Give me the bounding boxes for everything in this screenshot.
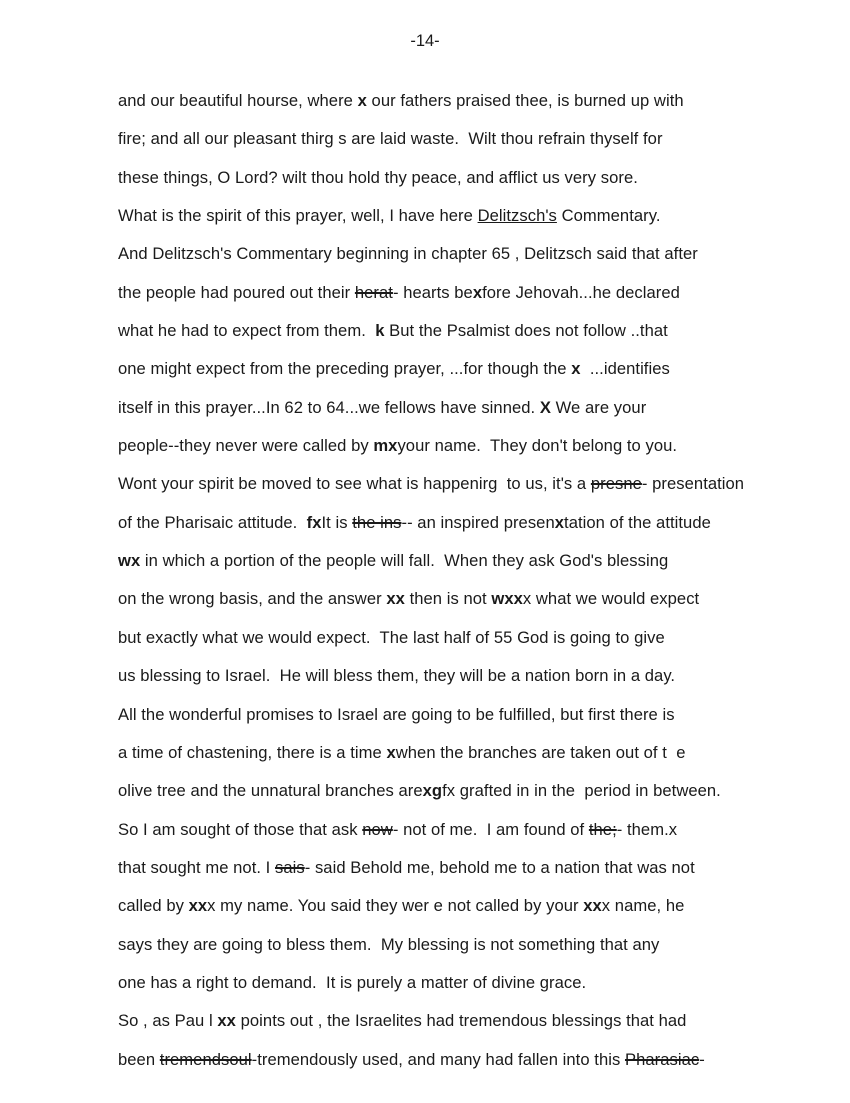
text-line: [118, 971, 838, 1009]
text-line: [118, 549, 838, 587]
text-segment: on the wrong basis, and the answer: [118, 589, 387, 609]
text-segment: x my name. You said they wer e not called by your: [207, 896, 584, 916]
text-line: [118, 281, 838, 319]
text-line: [118, 933, 838, 971]
text-line: [118, 703, 838, 741]
typed-over-text: wxx: [491, 589, 523, 609]
text-segment: x what we would expect: [522, 589, 700, 609]
text-line: [118, 89, 838, 127]
text-segment: Wont your spirit be moved to see what is happenirg to us, it's a: [118, 474, 591, 494]
text-line: [118, 1009, 838, 1047]
struck-text: herat: [354, 282, 393, 302]
text-line: [118, 1048, 838, 1086]
text-segment: - said Behold me, behold me to a nation that was not: [304, 857, 695, 877]
struck-text: the ins: [352, 512, 402, 532]
page-number: -14-: [410, 32, 440, 50]
text-segment: -tremendously used, and many had fallen into this: [251, 1049, 625, 1069]
text-segment: - not of me. I am found of: [392, 819, 589, 839]
text-segment: fire; and all our pleasant thirg s are laid waste. Wilt thou refrain thyself for: [118, 129, 663, 149]
text-segment: these things, O Lord? wilt thou hold thy peace, and afflict us very sore.: [118, 167, 638, 187]
typed-over-text: x: [472, 282, 483, 302]
struck-text: Pharasiac: [624, 1049, 700, 1069]
text-segment: but exactly what we would expect. The last half of 55 God is going to give: [118, 627, 665, 647]
text-segment: your name. They don't belong to you.: [397, 436, 678, 456]
underlined-text: Delitzsch's: [477, 206, 557, 226]
text-segment: one might expect from the preceding prayer, ...for though the: [118, 359, 572, 379]
text-line: [118, 818, 838, 856]
typed-over-text: X: [539, 397, 551, 417]
text-segment: our fathers praised thee, is burned up with: [366, 91, 684, 110]
text-line: [118, 472, 838, 510]
text-segment: called by: [118, 896, 189, 916]
text-segment: then is not: [404, 589, 492, 609]
text-segment: What is the spirit of this prayer, well, I have here: [118, 206, 478, 226]
text-segment: been: [118, 1049, 160, 1069]
text-segment: ...identifies: [580, 359, 670, 379]
struck-text: tremendsoul: [159, 1049, 252, 1069]
text-segment: when the branches are taken out of t e: [395, 742, 686, 762]
text-segment: -- an inspired presen: [401, 512, 555, 532]
text-line: [118, 894, 838, 932]
typed-over-text: xx: [188, 896, 208, 916]
text-line: [118, 204, 838, 242]
text-line: [118, 166, 838, 204]
text-segment: It is: [321, 512, 353, 532]
text-segment: and our beautiful hourse, where: [118, 91, 358, 110]
text-line: [118, 434, 838, 472]
text-segment: - presentation: [641, 474, 745, 494]
typewritten-body-text: [118, 89, 838, 1086]
text-line: [118, 127, 838, 165]
text-line: [118, 626, 838, 664]
text-segment: All the wonderful promises to Israel are going to be fulfilled, but first there is: [118, 704, 675, 724]
text-segment: us blessing to Israel. He will bless them, they will be a nation born in a day.: [118, 666, 676, 686]
text-line: [118, 779, 838, 817]
text-segment: the people had poured out their: [118, 282, 355, 302]
text-segment: that sought me not. I: [118, 857, 275, 877]
typed-over-text: xx: [386, 589, 405, 609]
text-line: [118, 741, 838, 779]
text-line: [118, 242, 838, 280]
text-segment: people--they never were called by: [118, 436, 374, 456]
text-line: [118, 357, 838, 395]
text-line: [118, 319, 838, 357]
text-line: [118, 396, 838, 434]
text-segment: in which a portion of the people will fall. When they ask God's blessing: [140, 551, 669, 571]
struck-text: now: [362, 819, 393, 839]
text-line: [118, 511, 838, 549]
text-segment: tation of the attitude: [564, 512, 711, 532]
text-segment: And Delitzsch's Commentary beginning in chapter 65 , Delitzsch said that after: [118, 244, 698, 264]
text-line: [118, 856, 838, 894]
text-segment: - hearts be: [392, 282, 473, 302]
text-segment: - them.x: [616, 819, 678, 839]
struck-text: sais: [275, 857, 305, 877]
text-line: [118, 664, 838, 702]
text-segment: a time of chastening, there is a time: [118, 742, 387, 762]
text-segment: We are your: [550, 397, 647, 417]
text-segment: of the Pharisaic attitude.: [118, 512, 307, 532]
text-segment: fore Jehovah...he declared: [482, 282, 680, 302]
text-segment: says they are going to bless them. My blessing is not something that any: [118, 934, 660, 954]
typed-over-text: xx: [583, 896, 602, 916]
typed-over-text: mx: [373, 436, 398, 456]
typed-over-text: x: [554, 512, 565, 532]
text-segment: what he had to expect from them.: [118, 321, 376, 341]
typed-over-text: wx: [118, 551, 141, 571]
text-segment: Commentary.: [556, 206, 661, 226]
typed-over-text: fx: [306, 512, 322, 532]
text-segment: So , as Pau l: [118, 1011, 218, 1031]
typed-over-text: x: [571, 359, 581, 379]
typed-over-text: k: [375, 321, 385, 341]
text-line: [118, 587, 838, 625]
text-segment: x name, he: [601, 896, 685, 916]
text-segment: -: [699, 1049, 705, 1069]
struck-text: the;: [588, 819, 617, 839]
text-segment: olive tree and the unnatural branches are: [118, 781, 423, 801]
text-segment: itself in this prayer...In 62 to 64...we fellows have sinned.: [118, 397, 540, 417]
text-segment: points out , the Israelites had tremendous blessings that had: [235, 1011, 687, 1031]
typed-over-text: xg: [422, 781, 443, 801]
typed-over-text: x: [357, 91, 367, 110]
typed-over-text: x: [386, 742, 396, 762]
text-segment: one has a right to demand. It is purely a matter of divine grace.: [118, 972, 587, 992]
text-segment: But the Psalmist does not follow ..that: [384, 321, 668, 341]
struck-text: presne: [590, 474, 642, 494]
text-segment: fx grafted in in the period in between.: [442, 781, 721, 801]
text-segment: So I am sought of those that ask: [118, 819, 363, 839]
typed-over-text: xx: [217, 1011, 236, 1031]
